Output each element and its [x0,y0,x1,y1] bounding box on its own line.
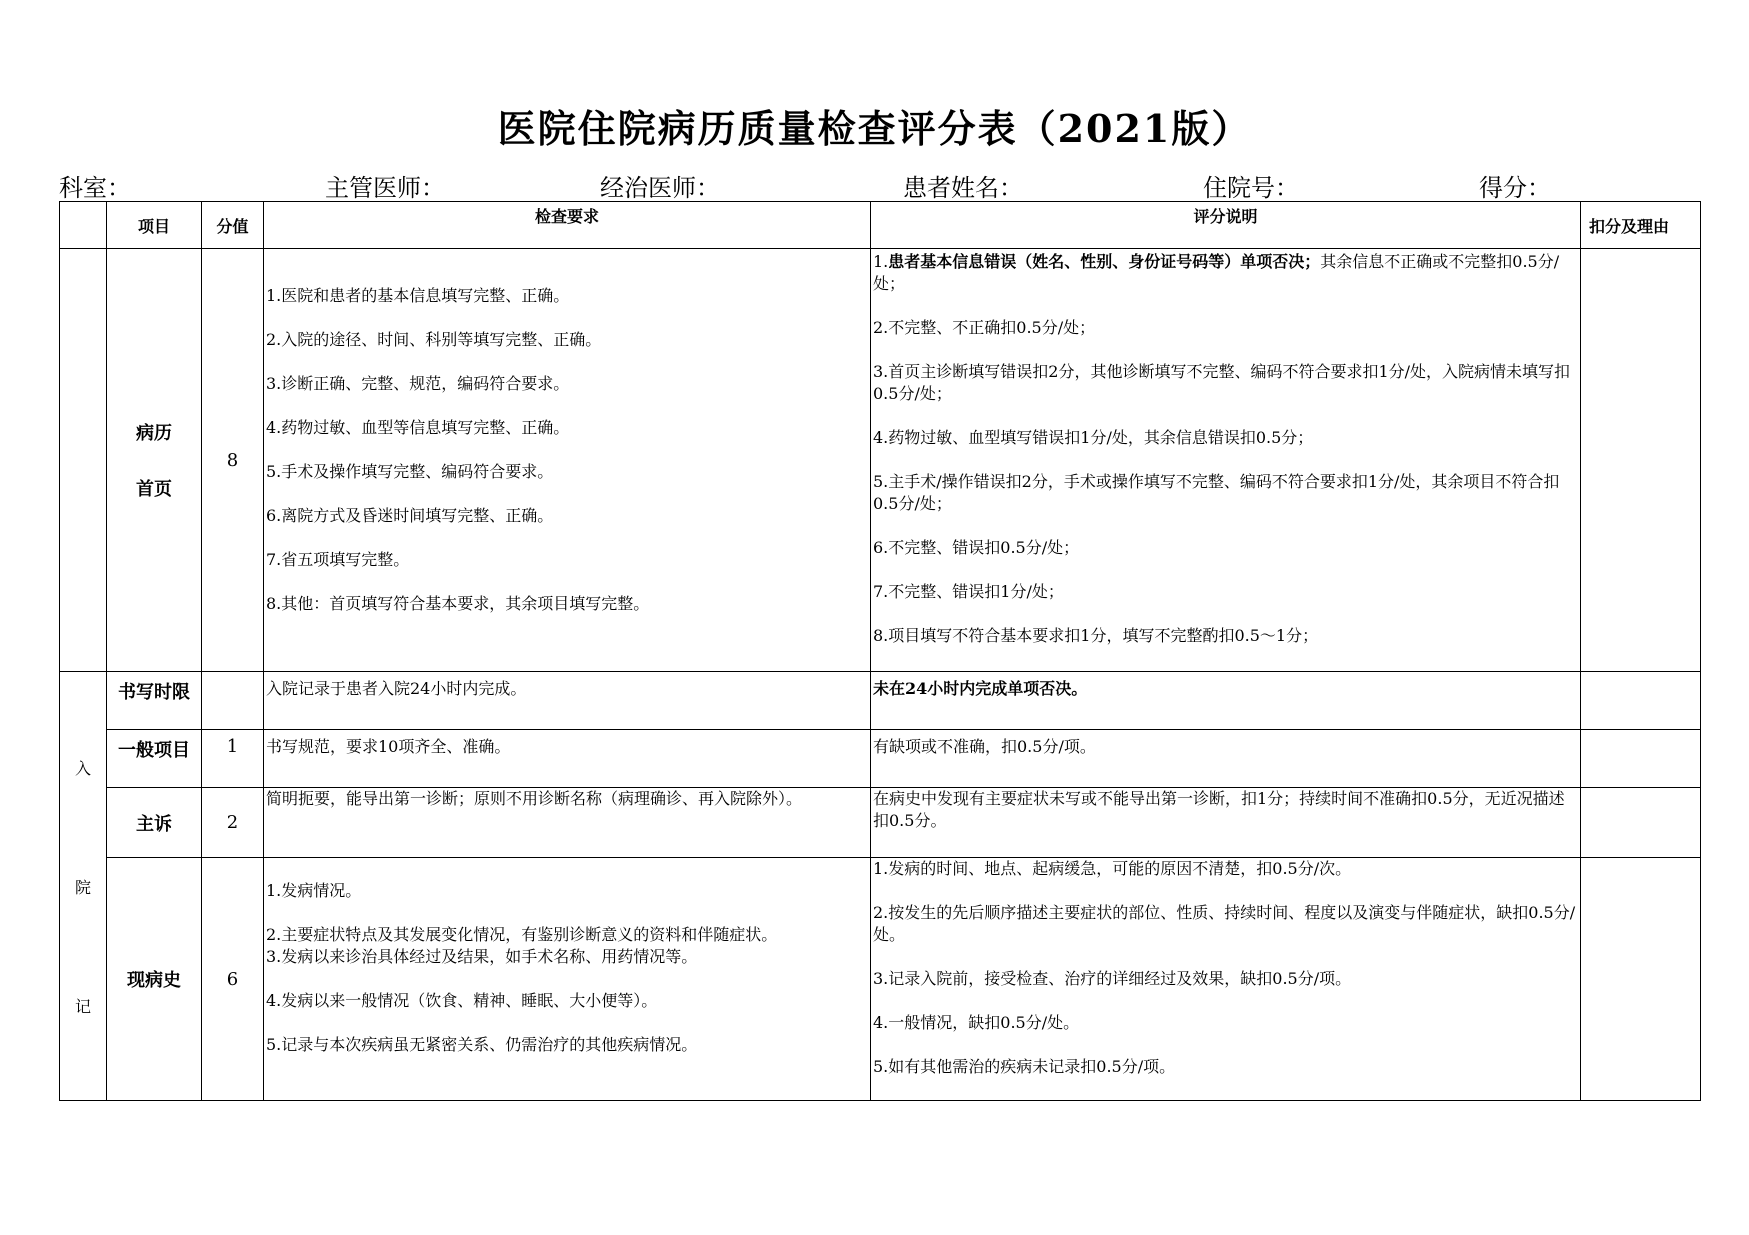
requirement-front-page [264,249,871,672]
list-item: 5.如有其他需治的疾病未记录扣0.5分/项。 [873,1057,1176,1076]
deduction-general-items [1581,730,1701,788]
attending-doctor-label: 主管医师： [325,174,445,202]
list-item: 3.记录入院前，接受检查、治疗的详细经过及效果，缺扣0.5分/项。 [873,969,1352,988]
list-item: 1.发病情况。 [266,881,362,900]
page-title: 医院住院病历质量检查评分表（2021版） [497,106,1252,151]
value-present-illness: 6 [202,858,264,1101]
table-row-time-limit [60,672,1701,730]
list-item: 5.手术及操作填写完整、编码符合要求。 [266,462,554,481]
list-item: 1.发病的时间、地点、起病缓急，可能的原因不清楚，扣0.5分/次。 [873,859,1352,878]
list-item: 3.发病以来诊治具体经过及结果，如手术名称、用药情况等。 [266,947,698,966]
list-item: 8.其他：首页填写符合基本要求，其余项目填写完整。 [266,594,650,613]
table-header-row [60,202,1701,249]
list-item [873,251,1578,295]
list-item: 2.主要症状特点及其发展变化情况，有鉴别诊断意义的资料和伴随症状。 [266,925,778,944]
list-item: 6.不完整、错误扣0.5分/处； [873,538,1080,557]
deduction-front-page [1581,249,1701,672]
scoring-front-page [871,249,1581,672]
header-blank [60,202,107,249]
list-item: 5.主手术/操作错误扣2分，手术或操作填写不完整、编码不符合要求扣1分/处，其余项目不符合扣0.5分/处； [873,472,1560,513]
item-front-page-line1: 病历 [136,423,172,444]
deduction-present-illness [1581,858,1701,1101]
section-char-1: 入 [74,758,91,778]
header-deduction: 扣分及理由 [1581,202,1701,249]
list-item: 8.项目填写不符合基本要求扣1分，填写不完整酌扣0.5～1分； [873,626,1319,645]
table-row-present-illness [60,858,1701,1101]
item-front-page [107,249,202,672]
quality-score-table [59,201,1701,1101]
table-row-front-page [60,249,1701,672]
list-item: 5.记录与本次疾病虽无紧密关系、仍需治疗的其他疾病情况。 [266,1035,698,1054]
header-scoring: 评分说明 [871,202,1581,249]
section-blank [60,249,107,672]
admission-number-label: 住院号： [1203,174,1299,202]
list-item: 7.省五项填写完整。 [266,550,410,569]
scoring-1-number: 1. [873,252,889,271]
list-item: 1.医院和患者的基本信息填写完整、正确。 [266,286,570,305]
section-admission-record [60,672,107,1101]
section-char-3: 记 [74,996,91,1016]
item-general-items: 一般项目 [107,730,202,788]
header-requirement: 检查要求 [264,202,871,249]
requirement-chief-complaint: 简明扼要，能导出第一诊断；原则不用诊断名称（病理确诊、再入院除外）。 [264,788,871,858]
deduction-chief-complaint [1581,788,1701,858]
header-item: 项目 [107,202,202,249]
item-front-page-line2: 首页 [136,479,172,500]
item-chief-complaint: 主诉 [107,788,202,858]
requirement-present-illness [264,858,871,1101]
scoring-general-items: 有缺项或不准确，扣0.5分/项。 [871,730,1581,788]
list-item: 4.发病以来一般情况（饮食、精神、睡眠、大小便等）。 [266,991,658,1010]
table-row-chief-complaint [60,788,1701,858]
value-time-limit [202,672,264,730]
item-present-illness: 现病史 [107,858,202,1101]
list-item: 2.入院的途径、时间、科别等填写完整、正确。 [266,330,602,349]
list-item: 6.离院方式及昏迷时间填写完整、正确。 [266,506,554,525]
value-chief-complaint: 2 [202,788,264,858]
requirement-general-items: 书写规范，要求10项齐全、准确。 [264,730,871,788]
list-item: 4.药物过敏、血型等信息填写完整、正确。 [266,418,570,437]
scoring-1-veto: 患者基本信息错误（姓名、性别、身份证号码等）单项否决； [888,252,1321,271]
list-item: 4.一般情况，缺扣0.5分/处。 [873,1013,1080,1032]
scoring-chief-complaint: 在病史中发现有主要症状未写或不能导出第一诊断，扣1分；持续时间不准确扣0.5分，无近况描述扣0.5分。 [871,788,1581,858]
list-item: 2.不完整、不正确扣0.5分/处； [873,318,1096,337]
resident-doctor-label: 经治医师： [600,174,720,202]
list-item: 2.按发生的先后顺序描述主要症状的部位、性质、持续时间、程度以及演变与伴随症状，缺扣0.5分/处。 [873,903,1576,944]
requirement-time-limit: 入院记录于患者入院24小时内完成。 [264,672,871,730]
scoring-time-limit: 未在24小时内完成单项否决。 [871,672,1581,730]
list-item: 3.诊断正确、完整、规范，编码符合要求。 [266,374,570,393]
list-item: 4.药物过敏、血型填写错误扣1分/处，其余信息错误扣0.5分； [873,428,1314,447]
value-general-items: 1 [202,730,264,788]
table-row-general-items [60,730,1701,788]
deduction-time-limit [1581,672,1701,730]
header-value: 分值 [202,202,264,249]
scoring-present-illness [871,858,1581,1101]
list-item: 7.不完整、错误扣1分/处； [873,582,1064,601]
score-label: 得分： [1479,174,1551,202]
dept-label: 科室： [59,174,131,202]
section-char-2: 院 [74,877,91,897]
value-front-page: 8 [202,249,264,672]
list-item: 3.首页主诊断填写错误扣2分，其他诊断填写不完整、编码不符合要求扣1分/处，入院病情未填写扣0.5分/处； [873,362,1571,403]
item-time-limit: 书写时限 [107,672,202,730]
scoring-1-rest: 其余信息不正确或不完整扣0.5分/处； [873,252,1560,293]
patient-name-label: 患者姓名： [903,174,1023,202]
